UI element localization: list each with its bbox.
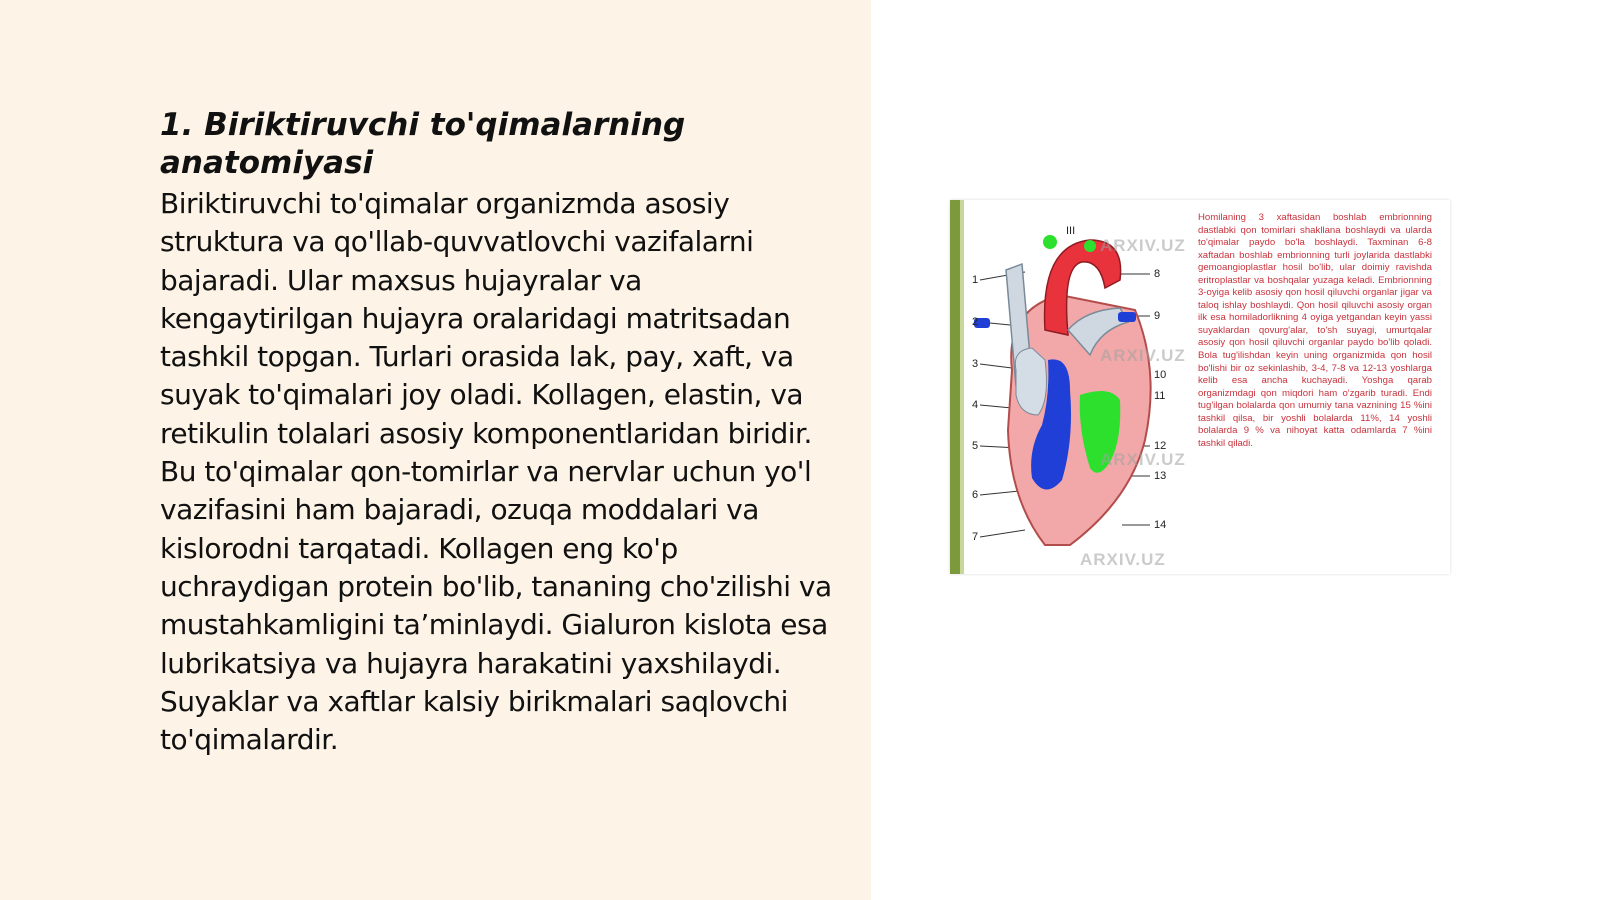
- heart-illustration: [950, 200, 1450, 574]
- number-label: 1: [972, 274, 979, 286]
- slide-body-text: Biriktiruvchi to'qimalar organizmda asosiy struktura va qo'llab-quvvatlovchi vazifalarni bajaradi. Ular maxsus hujayralar va kengaytirilgan hujayra oralaridagi matritsadan tashkil topgan. Turlari orasida lak, pay, xaft, va suyak to'qimalari joy oladi. Kollagen, elastin, va retikulin tolalari asosiy komponentlaridan biridir. Bu to'qimalar qon-tomirlar va nervlar uchun yo'l vazifasini ham bajaradi, ozuqa moddalari va kislorodni tarqatadi. Kollagen eng ko'p uchraydigan protein bo'lib, tananing cho'zilishi va mustahkamligini ta’minlaydi. Gialuron kislota esa lubrikatsiya va hujayra harakatini yaxshilaydi. Suyaklar va xaftlar kalsiy birikmalari saqlovchi to'qimalardir.: [160, 187, 832, 757]
- number-label: 6: [972, 489, 979, 501]
- watermark: ARXIV.UZ: [1100, 450, 1186, 469]
- number-label: 5: [972, 440, 979, 452]
- number-label: 12: [1154, 440, 1167, 452]
- roman-label: III: [1066, 225, 1076, 237]
- number-label: 3: [972, 358, 979, 370]
- number-label: 13: [1154, 470, 1167, 482]
- watermark: ARXIV.UZ: [1100, 346, 1186, 365]
- watermark: ARXIV.UZ: [1100, 236, 1186, 255]
- number-label: 2: [972, 316, 979, 328]
- watermark: ARXIV.UZ: [1080, 550, 1166, 569]
- number-label: 11: [1154, 390, 1166, 402]
- number-label: 4: [972, 399, 979, 411]
- number-label: 8: [1154, 268, 1161, 280]
- number-label: 14: [1154, 519, 1167, 531]
- number-label: 10: [1154, 369, 1167, 381]
- figure-caption-text: Homilaning 3 xaftasidan boshlab embrionning dastlabki qon tomirlari shakllana boshlaydi va ularda to'qimalar paydo bo'la boshlaydi. Taxminan 6-8 xaftadan boshlab embrionning turli joylarida dastlabki gemoangioplastlar hosil bo'lib, ular doimiy ravishda eritroplastlar va boshqalar yuzaga keladi. Embrionning 3-oyiga kelib asosiy qon hosil qiluvchi organlar jigar va taloq ishlay boshlaydi. Qon hosil qiluvchi asosiy organ ilk esa homiladorlikning 4 oyiga yetgandan keyin yassi suyaklardan qovurg'alar, to'sh suyagi, umurtqalar asosiy qon hosil qiluvchi organlar paydo bo'lib qoladi. Bola tug'ilishdan keyin uning organizmida qon hosil bo'lishi bir oz sekinlashib, 3-4, 7-8 va 12-13 yoshlarga kelib esa ancha kuchayadi. Yoshga qarab organizmdagi qon miqdori ham o'zgarib turadi. Endi tug'ilgan bolalarda qon umumiy tana vaznining 15 %ini tashkil qilsa, bir yoshli bolalarda 11%, 14 yoshli bolalarda 9 % va nihoyat katta odamlarda 7 %ini tashkil qiladi.: [1198, 212, 1432, 449]
- slide-title: 1. Biriktiruvchi to'qimalarning anatomiyasi: [160, 107, 686, 181]
- number-label: 7: [972, 531, 979, 543]
- number-label: 9: [1154, 310, 1161, 322]
